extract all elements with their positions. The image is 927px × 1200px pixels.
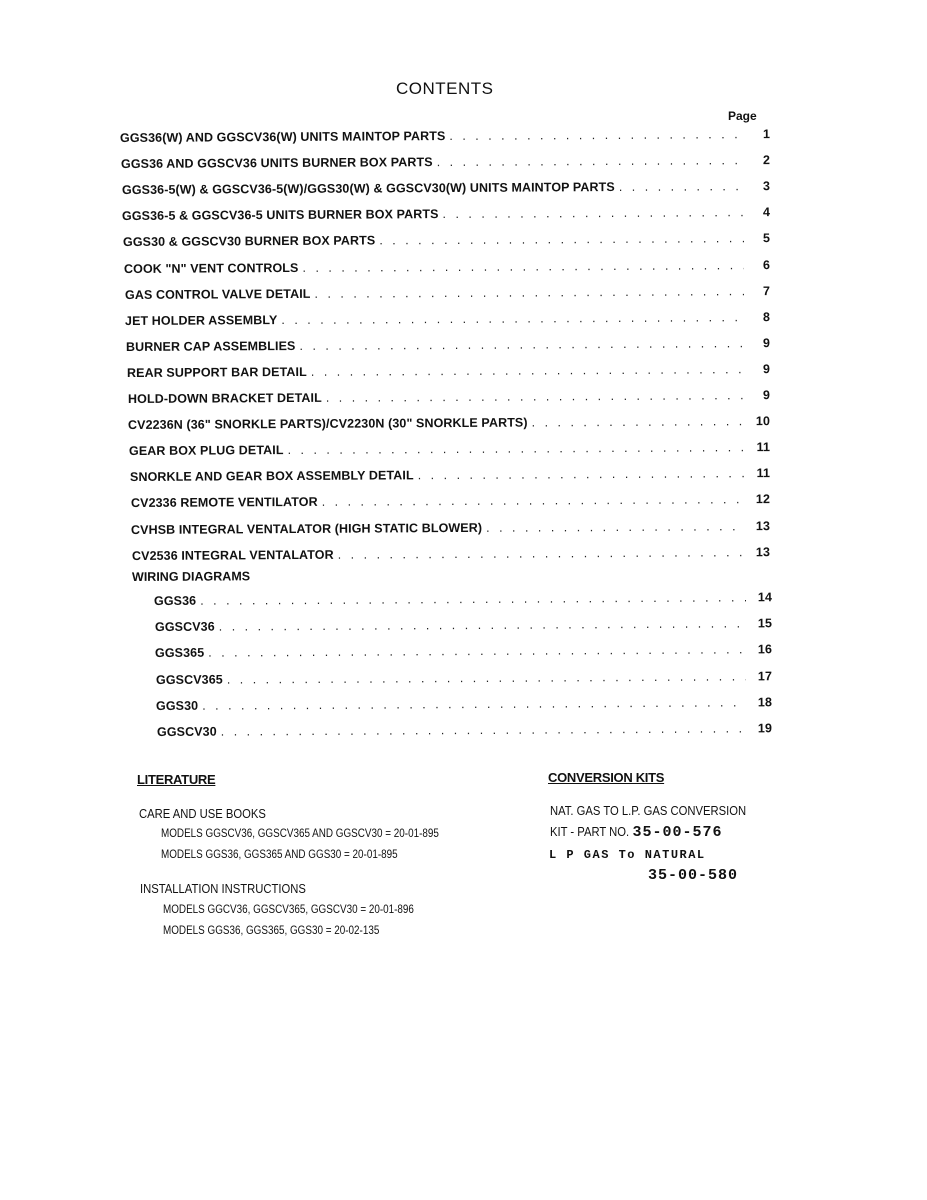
leader-dots bbox=[449, 127, 744, 143]
conversion-part-prefix: KIT - PART NO. bbox=[550, 825, 630, 839]
leader-dots bbox=[227, 669, 746, 686]
toc-entry bbox=[132, 545, 770, 567]
toc-entry-page: 1 bbox=[762, 127, 771, 142]
toc-entry-page: 4 bbox=[762, 205, 771, 220]
toc-entry-page: 10 bbox=[755, 414, 771, 429]
toc-entry-page: 2 bbox=[762, 153, 771, 168]
toc-entry-page: 13 bbox=[755, 518, 771, 533]
toc-entry bbox=[121, 153, 770, 175]
toc-entry bbox=[128, 388, 770, 410]
leader-dots bbox=[281, 310, 744, 327]
page-title: CONTENTS bbox=[396, 79, 494, 98]
leader-dots bbox=[338, 545, 744, 561]
toc-entry-title: GAS CONTROL VALVE DETAIL bbox=[124, 286, 311, 302]
leader-dots bbox=[437, 153, 744, 169]
leader-dots bbox=[379, 232, 744, 248]
wiring-diagram-title: GGSCV36 bbox=[154, 619, 215, 635]
toc-entry-title: REAR SUPPORT BAR DETAIL bbox=[126, 364, 307, 380]
handwritten-part-number: 35-00-580 bbox=[648, 867, 739, 884]
toc-entry-page: 9 bbox=[762, 361, 771, 377]
toc-entry-title: GGS36 AND GGSCV36 UNITS BURNER BOX PARTS bbox=[120, 155, 433, 172]
care-and-use-heading: CARE AND USE BOOKS bbox=[139, 807, 266, 821]
leader-dots bbox=[532, 414, 744, 429]
page-column-header: Page bbox=[728, 109, 757, 123]
toc-entry bbox=[125, 284, 770, 306]
leader-dots bbox=[418, 467, 744, 483]
toc-entry-title: CV2536 INTEGRAL VENTALATOR bbox=[131, 547, 334, 563]
toc-entry-title: CV2236N (36" SNORKLE PARTS)/CV2230N (30" SNORKLE PARTS) bbox=[127, 415, 528, 433]
wiring-diagram-entry bbox=[156, 669, 772, 691]
leader-dots bbox=[202, 695, 746, 712]
toc-entry-title: COOK "N" VENT CONTROLS bbox=[123, 260, 299, 276]
wiring-diagram-page: 17 bbox=[757, 668, 773, 683]
leader-dots bbox=[322, 493, 744, 510]
toc-entry-page: 6 bbox=[762, 257, 771, 272]
toc-entry-title: BURNER CAP ASSEMBLIES bbox=[125, 338, 296, 354]
toc-entry-page: 11 bbox=[756, 440, 771, 455]
leader-dots bbox=[221, 721, 746, 738]
conversion-part-number: 35-00-576 bbox=[632, 824, 723, 841]
toc-entry bbox=[129, 440, 770, 462]
leader-dots bbox=[208, 643, 746, 660]
leader-dots bbox=[288, 440, 745, 457]
leader-dots bbox=[302, 258, 744, 275]
toc-entry-title: CVHSB INTEGRAL VENTALATOR (HIGH STATIC BLOWER) bbox=[130, 520, 483, 537]
leader-dots bbox=[619, 179, 744, 194]
wiring-diagram-title: GGS36 bbox=[153, 593, 197, 608]
toc-entry-title: GGS36-5 & GGSCV36-5 UNITS BURNER BOX PARTS bbox=[121, 207, 439, 224]
conversion-line: NAT. GAS TO L.P. GAS CONVERSION bbox=[550, 804, 747, 818]
leader-dots bbox=[311, 362, 744, 379]
care-line: MODELS GGS36, GGS365 AND GGS30 = 20-01-895 bbox=[161, 849, 398, 861]
wiring-diagram-entry bbox=[155, 643, 772, 665]
toc-entry-page: 5 bbox=[762, 231, 771, 246]
toc-entry bbox=[122, 179, 770, 201]
wiring-diagram-page: 18 bbox=[757, 695, 773, 710]
leader-dots bbox=[299, 336, 744, 353]
toc-entry-title: GGS36-5(W) & GGSCV36-5(W)/GGS30(W) & GGSCV30(W) UNITS MAINTOP PARTS bbox=[121, 180, 615, 198]
wiring-diagram-page: 16 bbox=[757, 642, 773, 657]
wiring-diagram-page: 19 bbox=[757, 721, 773, 736]
toc-entry-page: 3 bbox=[762, 179, 771, 194]
wiring-diagram-page: 15 bbox=[757, 616, 773, 631]
wiring-diagram-entry bbox=[154, 590, 772, 612]
installation-heading: INSTALLATION INSTRUCTIONS bbox=[140, 882, 306, 896]
wiring-diagram-title: GGS30 bbox=[155, 698, 199, 713]
toc-entry-page: 13 bbox=[755, 544, 771, 559]
handwritten-lp-to-natural: L P GAS To NATURAL bbox=[549, 848, 706, 862]
toc-entry-page: 11 bbox=[756, 466, 771, 481]
toc-entry-title: CV2336 REMOTE VENTILATOR bbox=[130, 495, 318, 511]
toc-entry bbox=[131, 492, 770, 514]
toc-entry bbox=[131, 519, 770, 541]
wiring-diagram-title: GGSCV30 bbox=[156, 724, 217, 739]
toc-entry-page: 9 bbox=[762, 388, 771, 403]
toc-entry-title: GGS30 & GGSCV30 BURNER BOX PARTS bbox=[122, 233, 376, 250]
install-line: MODELS GGCV36, GGSCV365, GGSCV30 = 20-01-896 bbox=[163, 904, 414, 916]
leader-dots bbox=[314, 284, 744, 301]
leader-dots bbox=[200, 590, 746, 607]
conversion-part-line bbox=[550, 823, 722, 841]
literature-heading: LITERATURE bbox=[137, 772, 216, 787]
wiring-diagram-page: 14 bbox=[757, 590, 773, 605]
wiring-diagram-title: GGS365 bbox=[154, 646, 205, 661]
wiring-diagram-entry bbox=[157, 721, 772, 743]
toc-entry bbox=[122, 205, 770, 227]
leader-dots bbox=[442, 205, 744, 221]
toc-entry bbox=[124, 258, 770, 280]
toc-entry-page: 7 bbox=[762, 283, 771, 298]
wiring-diagram-entry bbox=[155, 616, 772, 638]
leader-dots bbox=[326, 388, 744, 405]
toc-entry-title: HOLD-DOWN BRACKET DETAIL bbox=[127, 390, 322, 406]
toc-entry bbox=[126, 336, 770, 358]
toc-entry-title: SNORKLE AND GEAR BOX ASSEMBLY DETAIL bbox=[129, 468, 414, 485]
toc-entry-page: 9 bbox=[762, 335, 771, 350]
leader-dots bbox=[219, 617, 746, 634]
toc-entry bbox=[123, 231, 770, 253]
toc-entry-title: GGS36(W) AND GGSCV36(W) UNITS MAINTOP PARTS bbox=[119, 129, 446, 145]
toc-entry bbox=[125, 310, 770, 332]
leader-dots bbox=[486, 519, 744, 535]
toc-entry-title: GEAR BOX PLUG DETAIL bbox=[128, 443, 284, 459]
toc-entry bbox=[128, 414, 770, 436]
toc-entry-title: JET HOLDER ASSEMBLY bbox=[124, 312, 278, 328]
wiring-diagrams-heading: WIRING DIAGRAMS bbox=[131, 569, 251, 584]
install-line: MODELS GGS36, GGS365, GGS30 = 20-02-135 bbox=[163, 925, 380, 937]
care-line: MODELS GGSCV36, GGSCV365 AND GGSCV30 = 20-01-895 bbox=[161, 828, 439, 840]
conversion-kits-heading: CONVERSION KITS bbox=[548, 770, 665, 785]
toc-entry bbox=[127, 362, 770, 384]
wiring-diagram-title: GGSCV365 bbox=[155, 672, 223, 687]
toc-entry-page: 12 bbox=[755, 492, 771, 507]
toc-entry bbox=[130, 466, 770, 488]
toc-entry bbox=[120, 127, 770, 149]
toc-entry-page: 8 bbox=[762, 309, 771, 324]
wiring-diagram-entry bbox=[156, 695, 772, 717]
